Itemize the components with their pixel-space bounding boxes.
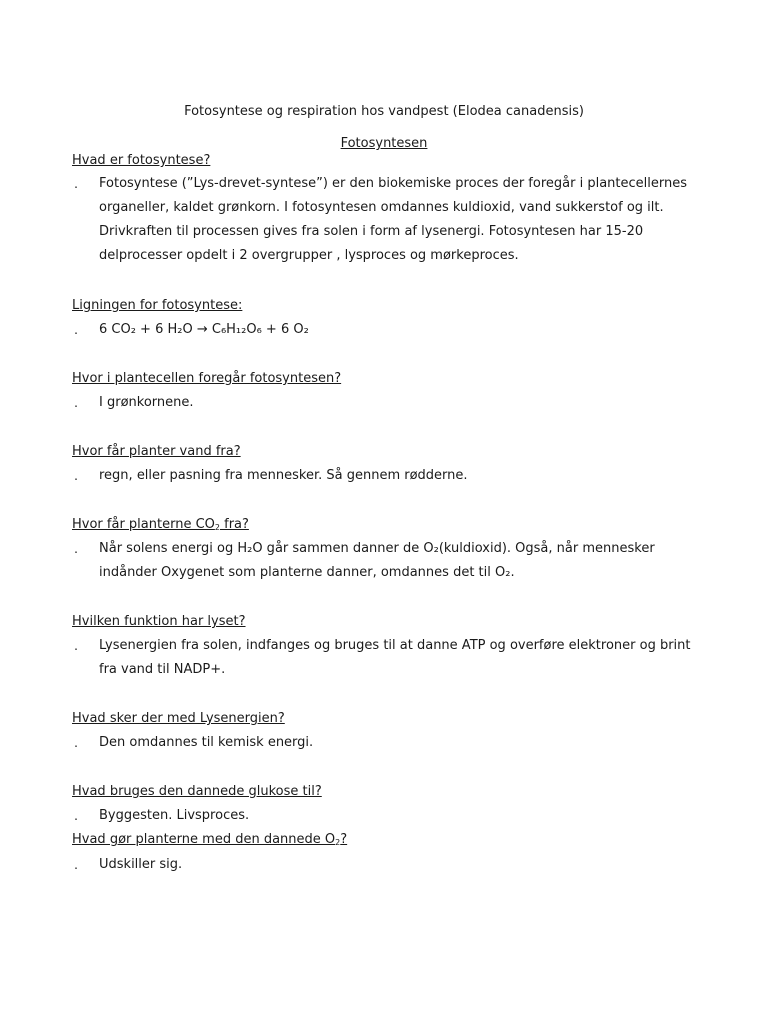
question-equation: Ligningen for fotosyntese: xyxy=(72,298,243,313)
answer-equation xyxy=(72,318,712,342)
bullet: ․ xyxy=(74,323,79,337)
question-light-function: Hvilken funktion har lyset? xyxy=(72,614,246,629)
question-water-source: Hvor får planter vand fra? xyxy=(72,444,241,459)
answer-text: regn, eller pasning fra mennesker. Så gennem rødderne. xyxy=(99,468,468,483)
bullet: ․ xyxy=(74,177,79,191)
question-text: Hvor får planterne CO xyxy=(72,517,215,532)
question-light-energy: Hvad sker der med Lysenergien? xyxy=(72,711,285,726)
answer-where-in-cell xyxy=(72,391,712,415)
answer-glucose-use xyxy=(72,804,712,828)
answer-light-energy xyxy=(72,731,712,755)
bullet: ․ xyxy=(74,639,79,653)
question-oxygen-use xyxy=(72,831,347,849)
question-text-end: ? xyxy=(340,832,348,847)
document-title: Fotosyntese og respiration hos vandpest (Elodea canadensis) xyxy=(184,104,584,119)
answer-what-is-photosynthesis xyxy=(72,172,712,268)
bullet: ․ xyxy=(74,736,79,750)
bullet: ․ xyxy=(74,858,79,872)
answer-text: Udskiller sig. xyxy=(99,857,183,872)
answer-text: 6 CO₂ + 6 H₂O → C₆H₁₂O₆ + 6 O₂ xyxy=(99,322,309,337)
section-heading xyxy=(0,134,768,154)
question-where-in-cell: Hvor i plantecellen foregår fotosyntesen? xyxy=(72,371,342,386)
section-heading-text: Fotosyntesen xyxy=(340,136,428,151)
answer-text: Den omdannes til kemisk energi. xyxy=(99,735,314,750)
answer-text: Fotosyntese (”Lys-drevet-syntese”) er den biokemiske proces der foregår i plantecellernes organeller, kaldet grønkorn. I fotosyntesen omdannes kuldioxid, vand sukkerstof og ilt. Drivkraften til processen gives fra solen i form af lysenergi. Fotosyntesen har 15-20 delprocesser opdelt i 2 overgrupper , lysproces og mørkeproces. xyxy=(99,176,687,263)
answer-co2-source xyxy=(72,537,712,585)
subscript: 2 xyxy=(335,838,341,847)
answer-light-function xyxy=(72,634,712,682)
bullet: ․ xyxy=(74,809,79,823)
answer-oxygen-use xyxy=(72,853,712,877)
answer-text: I grønkornene. xyxy=(99,395,194,410)
subscript: 2 xyxy=(214,523,220,532)
answer-water-source xyxy=(72,464,712,488)
answer-text: Når solens energi og H₂O går sammen danner de O₂(kuldioxid). Også, når mennesker indånder Oxygenet som planterne danner, omdannes det til O₂. xyxy=(99,541,655,580)
question-co2-source xyxy=(72,516,249,534)
answer-text: Byggesten. Livsproces. xyxy=(99,808,250,823)
question-what-is-photosynthesis: Hvad er fotosyntese? xyxy=(72,153,211,168)
bullet: ․ xyxy=(74,469,79,483)
question-text: Hvad gør planterne med den dannede O xyxy=(72,832,336,847)
question-text-end: fra? xyxy=(219,517,249,532)
bullet: ․ xyxy=(74,542,79,556)
bullet: ․ xyxy=(74,396,79,410)
question-glucose-use: Hvad bruges den dannede glukose til? xyxy=(72,784,322,799)
answer-text: Lysenergien fra solen, indfanges og bruges til at danne ATP og overføre elektroner og brint fra vand til NADP+. xyxy=(99,638,691,677)
